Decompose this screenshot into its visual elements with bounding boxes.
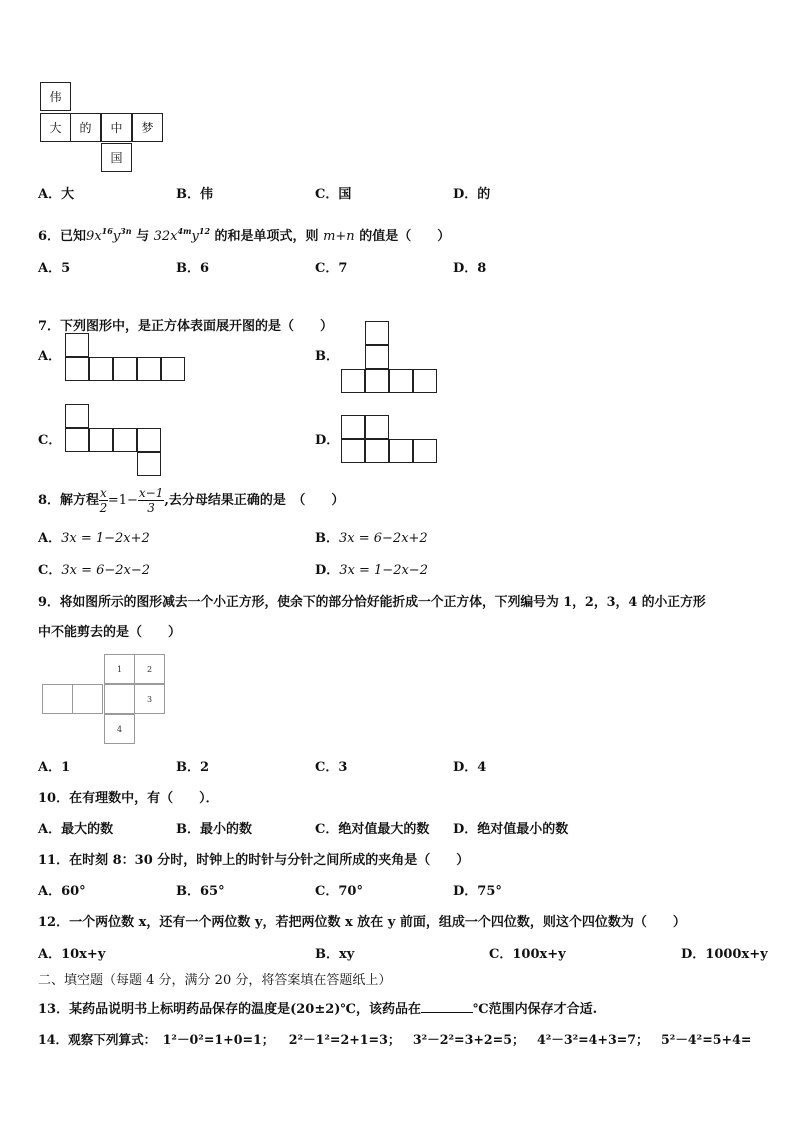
q14-item: 3²－2²=3+2=5； (412, 1032, 525, 1047)
net-square (89, 428, 113, 452)
net-square (113, 428, 137, 452)
answer-blank[interactable] (421, 1000, 473, 1013)
option-d: D．4 (453, 760, 487, 775)
net-square (413, 369, 437, 393)
option-d (315, 563, 428, 579)
q6-exp3: 4m (177, 226, 192, 236)
option-b: B．伟 (176, 187, 213, 202)
q14-text: 14．观察下列算式： (38, 1032, 157, 1047)
option-a: A．5 (38, 261, 71, 276)
net-square (137, 452, 161, 476)
net-square (113, 357, 137, 381)
question-10: 10．在有理数中，有（ ）． (38, 791, 219, 806)
question-8 (38, 486, 344, 515)
option-a: A．10x+y (38, 947, 106, 962)
q14-item: 1²－0²=1+0=1； (162, 1032, 275, 1047)
option-a-letter: A． (38, 531, 62, 546)
option-a (38, 531, 150, 547)
q13-text: 13．某药品说明书上标明药品保存的温度是(20±2)℃，该药品在 (38, 1002, 421, 1017)
q6-mid: 与 (131, 229, 154, 244)
option-b-expr: 3x = 6−2x+2 (339, 531, 428, 546)
option-c: C．70° (315, 884, 363, 899)
option-a: A．最大的数 (38, 822, 114, 837)
net-square (65, 428, 89, 452)
option-d: D．8 (453, 261, 487, 276)
q7-label-d: D． (315, 433, 340, 448)
question-13 (38, 1000, 597, 1018)
net-cell-bottom: 国 (101, 143, 132, 172)
q6-prefix: 6．已知 (38, 229, 87, 244)
q8-f2-numerator: x−1 (138, 486, 164, 500)
figure-square-2: 2 (134, 654, 165, 684)
q14-item: 4²－3²=4+3=7； (536, 1032, 649, 1047)
option-b: B．最小的数 (176, 822, 252, 837)
option-c (38, 563, 150, 579)
net-square (413, 439, 437, 463)
question-9-line-2: 中不能剪去的是（ ） (38, 625, 182, 640)
q6-end: 的值是（ ） (354, 229, 451, 244)
option-d: D．的 (453, 187, 491, 202)
question-9-line-1: 9．将如图所示的图形减去一个小正方形，使余下的部分恰好能折成一个正方体，下列编号为 1，2，3，4 的小正方形 (38, 595, 706, 610)
option-d: D．绝对值最小的数 (453, 822, 569, 837)
figure-square-1: 1 (104, 654, 135, 684)
net-square (65, 333, 89, 357)
option-c: C．绝对值最大的数 (315, 822, 430, 837)
q8-prefix: 8．解方程 (38, 493, 100, 508)
q6-term2: y (112, 229, 121, 244)
q6-term1: 9x (86, 229, 102, 244)
q7-label-a: A． (38, 349, 62, 364)
option-a: A．大 (38, 187, 75, 202)
option-a-expr: 3x = 1−2x+2 (61, 531, 150, 546)
q14-item: 2²－1²=2+1=3； (288, 1032, 401, 1047)
q6-expr: m+n (323, 229, 355, 244)
figure-square-3: 3 (134, 684, 165, 714)
net-cell: 的 (70, 113, 101, 142)
q8-f1-denominator: 2 (99, 501, 108, 515)
net-square (365, 321, 389, 345)
option-c: C．3 (315, 760, 348, 775)
option-c-letter: C． (38, 563, 62, 578)
question-6 (38, 223, 450, 245)
net-cell: 大 (40, 113, 71, 142)
net-cell: 梦 (132, 113, 163, 142)
net-square (137, 357, 161, 381)
option-c-expr: 3x = 6−2x−2 (61, 563, 151, 578)
figure-square (72, 684, 103, 714)
net-square (341, 439, 365, 463)
q8-fraction-2 (138, 486, 164, 515)
figure-square (42, 684, 73, 714)
question-11: 11．在时刻 8：30 分时，时钟上的时针与分针之间所成的夹角是（ ） (38, 853, 470, 868)
net-square (365, 369, 389, 393)
net-square (365, 345, 389, 369)
q13-text-end: ℃范围内保存才合适. (473, 1002, 598, 1017)
net-square (137, 428, 161, 452)
q6-suffix: 的和是单项式，则 (210, 229, 324, 244)
q6-term3: 32x (153, 229, 178, 244)
question-12: 12．一个两位数 x，还有一个两位数 y，若把两位数 x 放在 y 前面，组成一个四位数，则这个四位数为（ ） (38, 915, 686, 930)
q7-label-c: C． (38, 433, 62, 448)
net-square (65, 404, 89, 428)
option-b: B．65° (176, 884, 225, 899)
net-square (89, 357, 113, 381)
figure-square-4: 4 (104, 714, 135, 744)
section-heading: 二、填空题（每题 4 分，满分 20 分，将答案填在答题纸上） (38, 973, 392, 988)
net-square (341, 369, 365, 393)
option-a: A．1 (38, 760, 71, 775)
question-14 (38, 1032, 751, 1048)
net-square (65, 357, 89, 381)
net-square (389, 369, 413, 393)
option-b-letter: B． (315, 531, 339, 546)
q8-f1-numerator: x (100, 486, 107, 500)
net-cell-top: 伟 (40, 82, 71, 111)
question-7: 7．下列图形中，是正方体表面展开图的是（ ） (38, 319, 334, 334)
net-cell: 中 (101, 113, 132, 142)
option-c: C．7 (315, 261, 348, 276)
q6-exp1: 16 (101, 226, 113, 236)
option-b (315, 531, 428, 547)
option-b: B．6 (176, 261, 210, 276)
net-square (365, 415, 389, 439)
option-c: C．国 (315, 187, 352, 202)
net-square (341, 415, 365, 439)
q7-label-b: B． (315, 349, 339, 364)
option-b: B．xy (315, 947, 355, 962)
option-b: B．2 (176, 760, 210, 775)
q8-mid: =1− (107, 493, 138, 508)
figure-square (104, 684, 135, 714)
option-d-letter: D． (315, 563, 340, 578)
option-d-expr: 3x = 1−2x−2 (339, 563, 428, 578)
option-a: A．60° (38, 884, 86, 899)
option-d: D．1000x+y (681, 947, 768, 962)
net-square (389, 439, 413, 463)
net-square (161, 357, 185, 381)
q14-item: 5²－4²=5+4= (661, 1032, 752, 1047)
q8-f2-denominator: 3 (147, 501, 155, 515)
q8-suffix: ,去分母结果正确的是 （ ） (164, 493, 345, 508)
option-d: D．75° (453, 884, 502, 899)
q6-exp2: 3n (120, 226, 132, 236)
q8-fraction-1 (99, 486, 108, 515)
q6-term4: y (191, 229, 199, 244)
q6-exp4: 12 (198, 226, 211, 236)
net-square (365, 439, 389, 463)
option-c: C．100x+y (489, 947, 566, 962)
